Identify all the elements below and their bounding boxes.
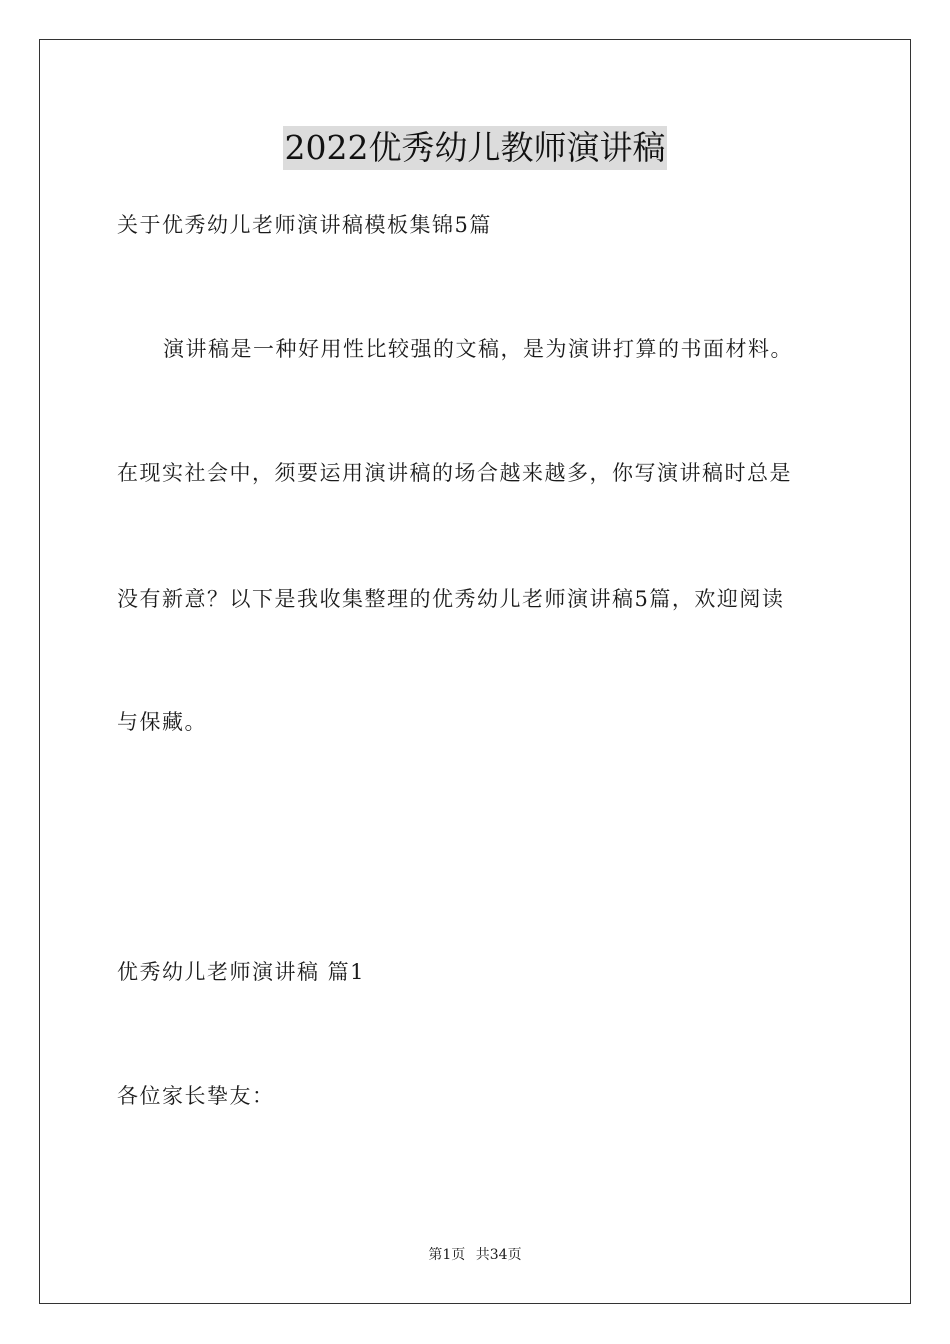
salutation: 各位家长挚友： (117, 1084, 275, 1108)
paragraph-line-2: 在现实社会中，须要运用演讲稿的场合越来越多，你写演讲稿时总是 (117, 461, 792, 485)
document-subtitle: 关于优秀幼儿老师演讲稿模板集锦5篇 (117, 213, 492, 237)
page-footer (0, 1245, 950, 1265)
page-total: 共34页 (475, 1247, 522, 1263)
page-number: 第1页 (428, 1247, 466, 1263)
title-container (0, 126, 950, 170)
document-title: 2022优秀幼儿教师演讲稿 (283, 126, 668, 170)
paragraph-line-1: 演讲稿是一种好用性比较强的文稿，是为演讲打算的书面材料。 (163, 337, 793, 361)
paragraph-line-3: 没有新意？以下是我收集整理的优秀幼儿老师演讲稿5篇，欢迎阅读 (117, 587, 785, 611)
section-heading: 优秀幼儿老师演讲稿 篇1 (117, 960, 366, 984)
paragraph-line-4: 与保藏。 (117, 710, 207, 734)
